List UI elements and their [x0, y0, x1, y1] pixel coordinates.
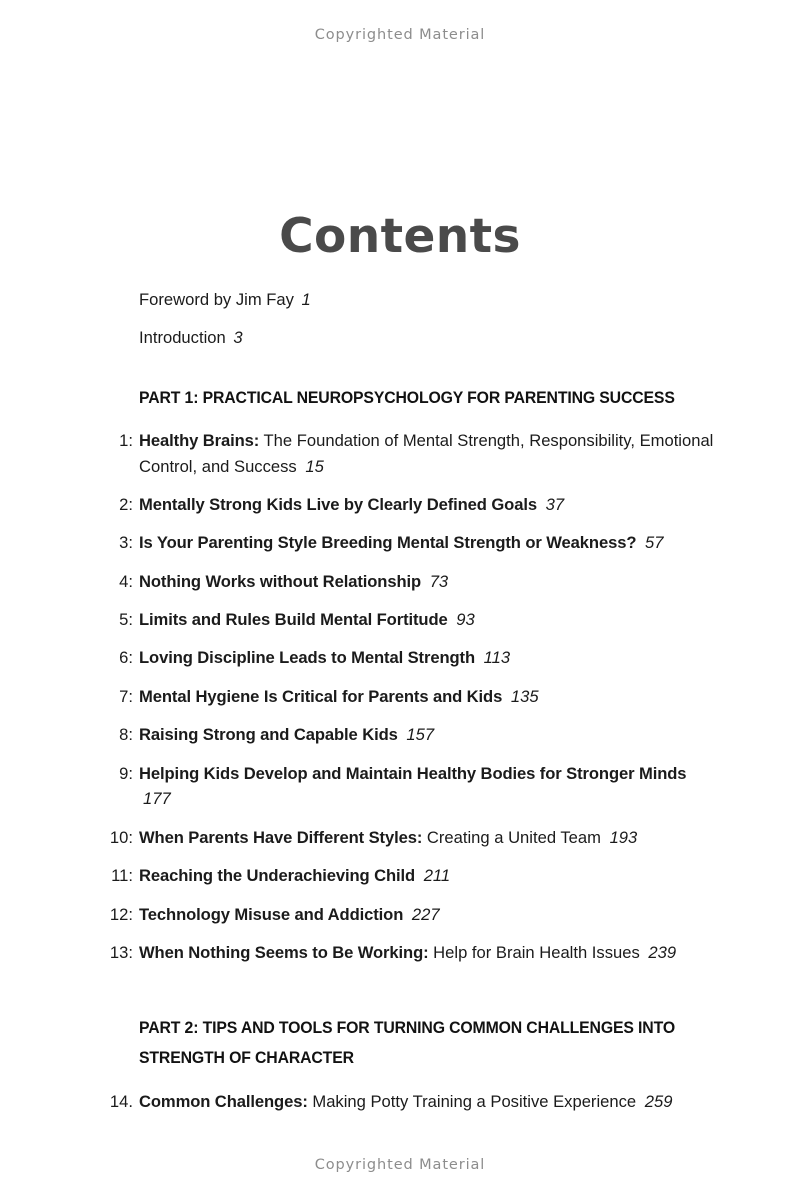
chapter-page-number: 15 [305, 456, 324, 476]
chapter-entry[interactable] [98, 940, 718, 966]
chapter-title: Loving Discipline Leads to Mental Strength [139, 648, 476, 668]
chapter-title: Raising Strong and Capable Kids [139, 725, 398, 745]
chapter-number: 14. [109, 1092, 133, 1112]
chapter-page-number: 211 [423, 866, 451, 886]
chapter-number: 2: [119, 494, 133, 514]
chapter-page-number: 177 [143, 789, 171, 809]
front-matter-entry[interactable] [139, 326, 718, 351]
chapter-text [139, 428, 718, 480]
chapter-title: Reaching the Underachieving Child [139, 866, 416, 886]
front-matter-entry[interactable] [139, 288, 718, 313]
chapter-number: 4: [119, 571, 133, 591]
chapter-entry[interactable] [98, 1089, 718, 1115]
chapter-entry[interactable] [98, 607, 718, 633]
copyright-watermark-top: Copyrighted Material [314, 27, 486, 43]
chapter-title: When Nothing Seems to Be Working: [139, 942, 429, 962]
chapter-entry[interactable] [98, 722, 718, 748]
chapter-entry[interactable] [98, 645, 718, 671]
chapter-text [139, 530, 718, 556]
part-heading: PART 2: TIPS AND TOOLS FOR TURNING COMMON CHALLENGES INTO STRENGTH OF CHARACTER [139, 1018, 675, 1067]
chapter-title: Helping Kids Develop and Maintain Healthy Bodies for Stronger Minds [139, 763, 687, 783]
chapter-entry[interactable] [98, 428, 718, 480]
page-title: Contents [279, 209, 521, 265]
chapter-title: When Parents Have Different Styles: [139, 827, 423, 847]
chapter-text [139, 607, 718, 633]
front-matter-label: Introduction [139, 327, 226, 347]
chapter-title: Common Challenges: [139, 1092, 308, 1112]
chapter-page-number: 239 [648, 942, 677, 962]
chapter-text [139, 569, 718, 595]
part-heading: PART 1: PRACTICAL NEUROPSYCHOLOGY FOR PARENTING SUCCESS [139, 388, 675, 407]
chapter-subtitle: Making Potty Training a Positive Experience [307, 1092, 637, 1112]
chapter-text [139, 645, 718, 671]
chapter-page-number: 157 [406, 725, 435, 745]
chapter-entry[interactable] [98, 902, 718, 928]
chapter-title: Is Your Parenting Style Breeding Mental Strength or Weakness? [139, 533, 637, 553]
chapter-page-number: 93 [456, 610, 475, 630]
chapter-number: 11: [111, 866, 133, 886]
copyright-watermark-bottom: Copyrighted Material [314, 1157, 486, 1173]
chapter-entry[interactable] [98, 569, 718, 595]
chapter-title: Mentally Strong Kids Live by Clearly Defined Goals [139, 494, 537, 514]
chapter-number: 6: [119, 648, 133, 668]
chapter-title: Nothing Works without Relationship [139, 571, 422, 591]
chapter-page-number: 113 [483, 648, 511, 668]
chapter-number: 10: [109, 827, 133, 847]
chapter-entry[interactable] [98, 761, 718, 813]
chapter-text [139, 863, 718, 889]
chapter-number: 3: [119, 533, 133, 553]
chapter-page-number: 193 [609, 827, 638, 847]
chapter-entry[interactable] [98, 492, 718, 518]
chapter-number: 5: [119, 610, 133, 630]
chapter-page-number: 135 [510, 686, 539, 706]
chapter-number: 9: [119, 763, 133, 783]
chapter-text [139, 940, 718, 966]
chapter-text [139, 1089, 718, 1115]
chapter-title: Technology Misuse and Addiction [139, 904, 404, 924]
front-matter-page-number: 3 [233, 327, 243, 347]
chapter-number: 8: [119, 725, 133, 745]
chapter-number: 13: [109, 942, 133, 962]
chapter-subtitle: The Foundation of Mental Strength, Responsibility, Emotional Control, and Success [139, 430, 714, 476]
front-matter-label: Foreword by Jim Fay [139, 290, 294, 309]
chapter-page-number: 259 [644, 1092, 673, 1112]
chapter-page-number: 57 [645, 533, 664, 553]
chapter-entry[interactable] [98, 684, 718, 710]
chapter-subtitle: Creating a United Team [422, 827, 601, 847]
chapter-text [139, 825, 718, 851]
chapter-number: 1: [119, 430, 133, 450]
chapter-subtitle: Help for Brain Health Issues [428, 942, 640, 962]
chapter-number: 12: [109, 904, 133, 924]
chapter-entry[interactable] [98, 530, 718, 556]
chapter-entry[interactable] [98, 825, 718, 851]
table-of-contents [98, 288, 718, 1128]
chapter-text [139, 684, 718, 710]
chapter-text [139, 902, 718, 928]
chapter-title: Mental Hygiene Is Critical for Parents and Kids [139, 686, 503, 706]
chapter-title: Healthy Brains: [139, 430, 260, 450]
chapter-page-number: 37 [545, 494, 565, 514]
front-matter-page-number: 1 [301, 290, 311, 309]
chapter-page-number: 73 [429, 571, 449, 591]
chapter-title: Limits and Rules Build Mental Fortitude [139, 610, 448, 630]
chapter-text [139, 761, 718, 813]
chapter-text [139, 722, 718, 748]
chapter-page-number: 227 [411, 904, 440, 924]
chapter-text [139, 492, 718, 518]
chapter-entry[interactable] [98, 863, 718, 889]
chapter-number: 7: [119, 686, 133, 706]
